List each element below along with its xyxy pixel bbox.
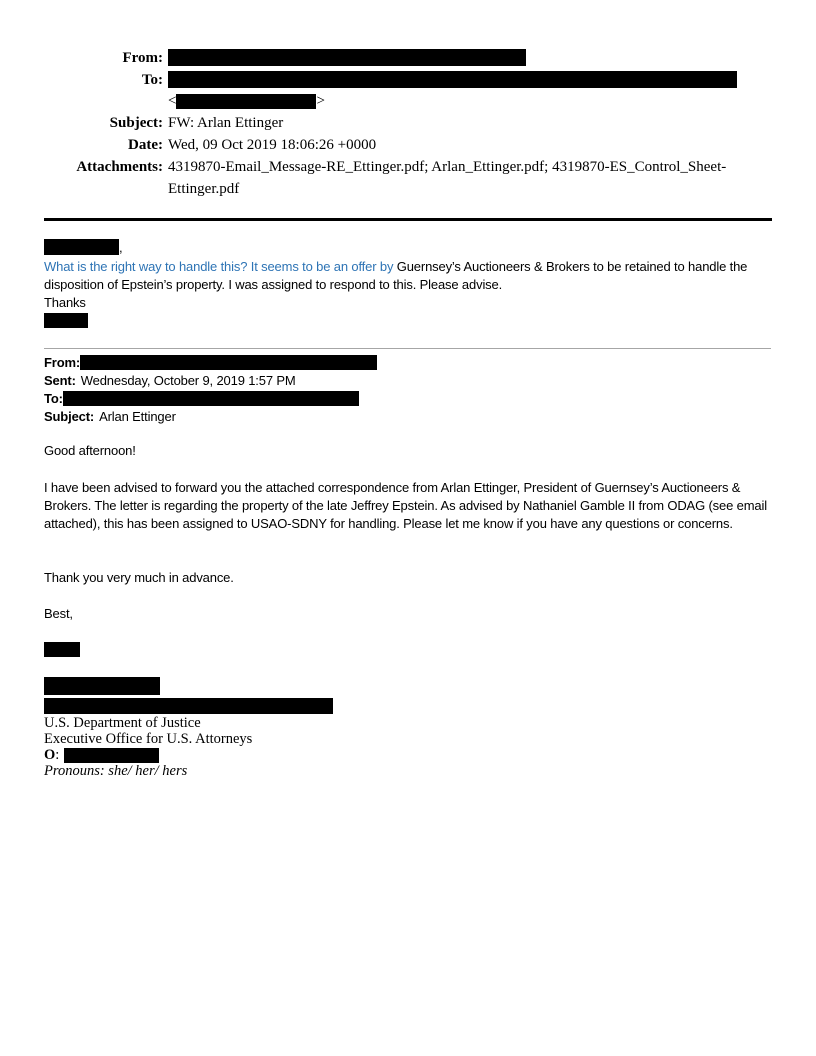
quoted-row-from	[44, 354, 771, 372]
redaction-bar-sender-first-name	[44, 642, 80, 657]
office-phone-separator: :	[55, 747, 60, 763]
to-value	[163, 69, 766, 112]
redaction-bar-to	[168, 71, 737, 88]
redaction-bar-to-address	[176, 94, 316, 109]
header-row-date	[44, 134, 766, 156]
quoted-thanks-line: Thank you very much in advance.	[44, 570, 234, 585]
reply-sender-line	[44, 312, 771, 330]
from-value	[163, 47, 766, 69]
to-angle-close: >	[316, 93, 325, 109]
redaction-bar-recipient-name	[44, 239, 119, 255]
redaction-bar-office-phone	[64, 748, 159, 763]
signature-org-line2: Executive Office for U.S. Attorneys	[44, 731, 253, 747]
from-label: From:	[122, 50, 163, 66]
attachments-label: Attachments:	[76, 159, 163, 175]
header-row-attachments	[44, 156, 766, 200]
date-label: Date:	[128, 137, 163, 153]
redaction-bar-signature-name	[44, 677, 160, 695]
quoted-sent-label: Sent:	[44, 373, 76, 388]
quoted-to-label: To:	[44, 391, 63, 406]
header-row-to	[44, 69, 766, 112]
quoted-body-paragraph: I have been advised to forward you the attached correspondence from Arlan Ettinger, President of Guernsey’s Auctioneers & Brokers. The letter is regarding the property of the late Jeffrey Epstein. As advised by Nathaniel Gamble II from ODAG (see email attached), this has been assigned to USAO-SDNY for handling. Please let me know if you have any questions or concerns.	[44, 480, 767, 531]
quoted-message-divider	[44, 348, 771, 349]
quoted-row-subject	[44, 408, 771, 426]
reply-message	[44, 238, 771, 330]
header-divider-rule	[44, 218, 772, 221]
reply-question-paragraph	[44, 258, 771, 294]
subject-value: FW: Arlan Ettinger	[168, 115, 284, 131]
to-label: To:	[141, 72, 163, 88]
redaction-bar-signature-title	[44, 698, 333, 714]
attachments-value: 4319870-Email_Message-RE_Ettinger.pdf; Arlan_Ettinger.pdf; 4319870-ES_Control_Sheet-Ettinger.pdf	[168, 159, 727, 197]
redaction-bar-quoted-to	[63, 391, 359, 406]
to-value-line2	[168, 91, 766, 112]
office-phone-label: O	[44, 747, 56, 763]
reply-signoff: Thanks	[44, 295, 86, 310]
signature-block	[44, 715, 444, 779]
quoted-from-label: From:	[44, 355, 81, 370]
redaction-bar-quoted-from	[80, 355, 377, 370]
to-value-line1	[168, 69, 766, 91]
to-angle-open: <	[168, 93, 177, 109]
quoted-greeting: Good afternoon!	[44, 443, 136, 458]
signature-office-line	[44, 747, 444, 763]
signature-org-line1: U.S. Department of Justice	[44, 715, 201, 731]
quoted-sent-value: Wednesday, October 9, 2019 1:57 PM	[80, 373, 296, 388]
reply-question-blue-text: What is the right way to handle this? It seems to be an offer by	[44, 259, 397, 274]
quoted-row-to	[44, 390, 771, 408]
redaction-bar-reply-sender	[44, 313, 88, 328]
quoted-closing: Best,	[44, 606, 73, 621]
date-value: Wed, 09 Oct 2019 18:06:26 +0000	[168, 137, 377, 153]
quoted-email-header	[44, 354, 771, 426]
reply-greeting-comma: ,	[119, 240, 123, 255]
email-header	[44, 47, 766, 200]
quoted-subject-label: Subject:	[44, 409, 95, 424]
reply-question-black-text: Guernsey’s Auctioneers & Brokers to be retained to handle the disposition of Epstein’s property. I was assigned to respond to this. Please advise.	[44, 259, 748, 292]
quoted-subject-value: Arlan Ettinger	[99, 409, 176, 424]
header-row-from	[44, 47, 766, 69]
signature-pronouns: Pronouns: she/ her/ hers	[44, 763, 188, 779]
subject-label: Subject:	[109, 115, 163, 131]
redaction-bar-from	[168, 49, 526, 66]
quoted-row-sent	[44, 372, 771, 390]
header-row-subject	[44, 112, 766, 134]
reply-greeting-line	[44, 238, 771, 258]
